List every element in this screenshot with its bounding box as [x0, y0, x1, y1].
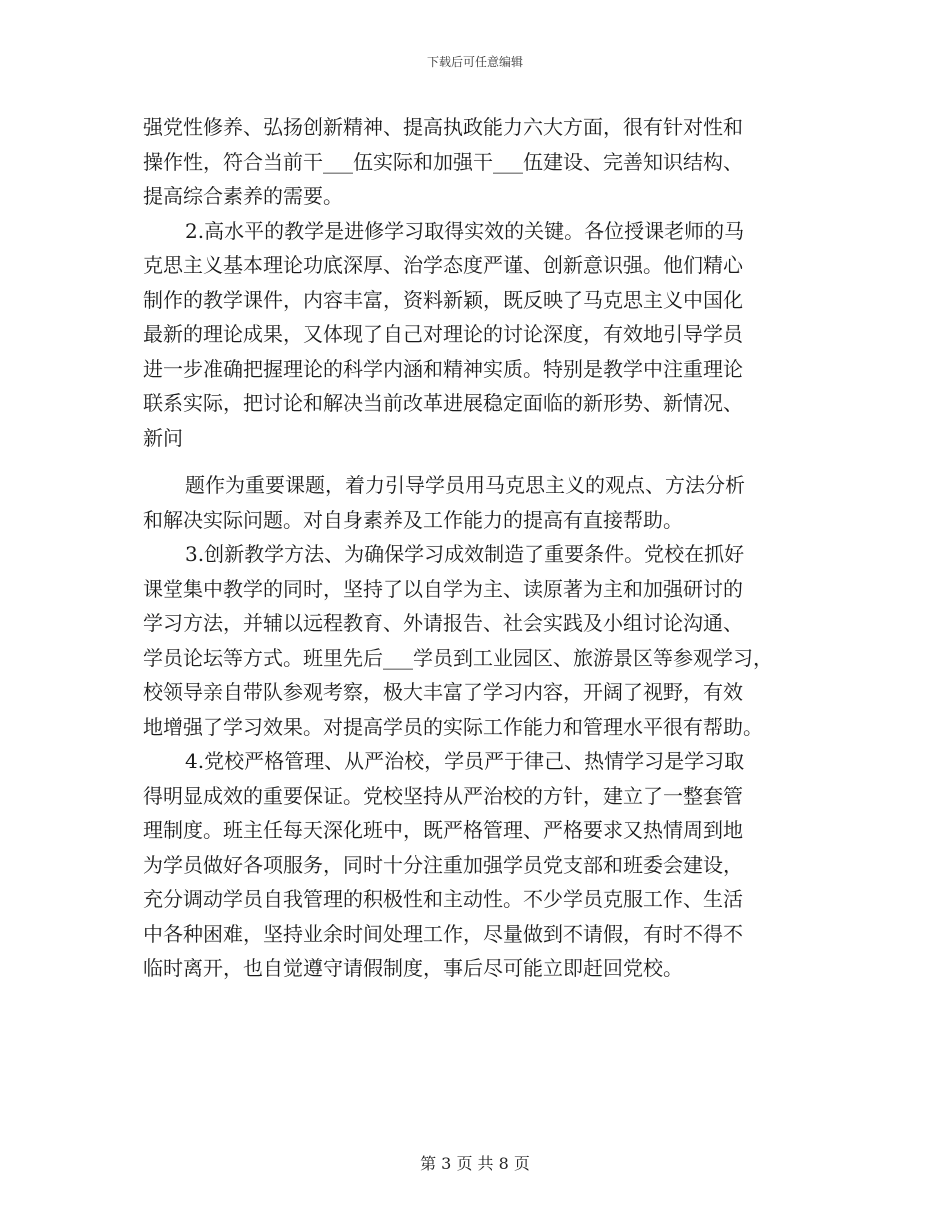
text-line: 地增强了学习效果。对提高学员的实际工作能力和管理水平很有帮助。 [143, 714, 763, 739]
text-line: 进一步准确把握理论的科学内涵和精神实质。特别是教学中注重理论 [143, 356, 743, 381]
text-line: 理制度。班主任每天深化班中，既严格管理、严格要求又热情周到地 [143, 818, 743, 842]
text-line: 和解决实际问题。对自身素养及工作能力的提高有直接帮助。 [143, 507, 683, 532]
text-line: 得明显成效的重要保证。党校坚持从严治校的方针，建立了一整套管 [143, 783, 743, 808]
text-line: 新问 [143, 425, 183, 450]
text-line: 充分调动学员自我管理的积极性和主动性。不少学员克服工作、生活 [143, 887, 743, 911]
header-note: 下载后可任意编辑 [426, 55, 523, 69]
page-number: 第 3 页 共 8 页 [420, 1154, 530, 1173]
text-line: 学习方法，并辅以远程教育、外请报告、社会实践及小组讨论沟通、 [143, 611, 743, 635]
text-line: 临时离开，也自觉遵守请假制度，事后尽可能立即赶回党校。 [143, 956, 683, 980]
text-line: 课堂集中教学的同时，坚持了以自学为主、读原著为主和加强研讨的 [143, 576, 743, 601]
text-line: 操作性，符合当前干___伍实际和加强干___伍建设、完善知识结构、 [143, 149, 743, 174]
text-line: 为学员做好各项服务，同时十分注重加强学员党支部和班委会建设， [143, 852, 743, 877]
text-line: 3.创新教学方法、为确保学习成效制造了重要条件。党校在抓好 [185, 542, 745, 566]
text-line: 题作为重要课题，着力引导学员用马克思主义的观点、方法分析 [185, 473, 745, 497]
text-line: 联系实际，把讨论和解决当前改革进展稳定面临的新形势、新情况、 [143, 391, 743, 415]
text-line: 提高综合素养的需要。 [143, 184, 343, 208]
text-line: 最新的理论成果，又体现了自己对理论的讨论深度，有效地引导学员 [143, 322, 743, 346]
text-line: 强党性修养、弘扬创新精神、提高执政能力六大方面，很有针对性和 [143, 115, 743, 139]
text-line: 中各种困难，坚持业余时间处理工作，尽量做到不请假，有时不得不 [143, 921, 743, 946]
text-line: 2.高水平的教学是进修学习取得实效的关键。各位授课老师的马 [185, 218, 745, 243]
text-line: 学员论坛等方式。班里先后___学员到工业园区、旅游景区等参观学习， [143, 645, 773, 670]
text-line: 制作的教学课件，内容丰富，资料新颖，既反映了马克思主义中国化 [143, 287, 743, 312]
text-line: 校领导亲自带队参观考察，极大丰富了学习内容，开阔了视野，有效 [143, 680, 743, 704]
document-body [143, 110, 813, 986]
text-line: 克思主义基本理论功底深厚、治学态度严谨、创新意识强。他们精心 [143, 253, 743, 277]
text-line: 4.党校严格管理、从严治校，学员严于律己、热情学习是学习取 [185, 749, 745, 773]
